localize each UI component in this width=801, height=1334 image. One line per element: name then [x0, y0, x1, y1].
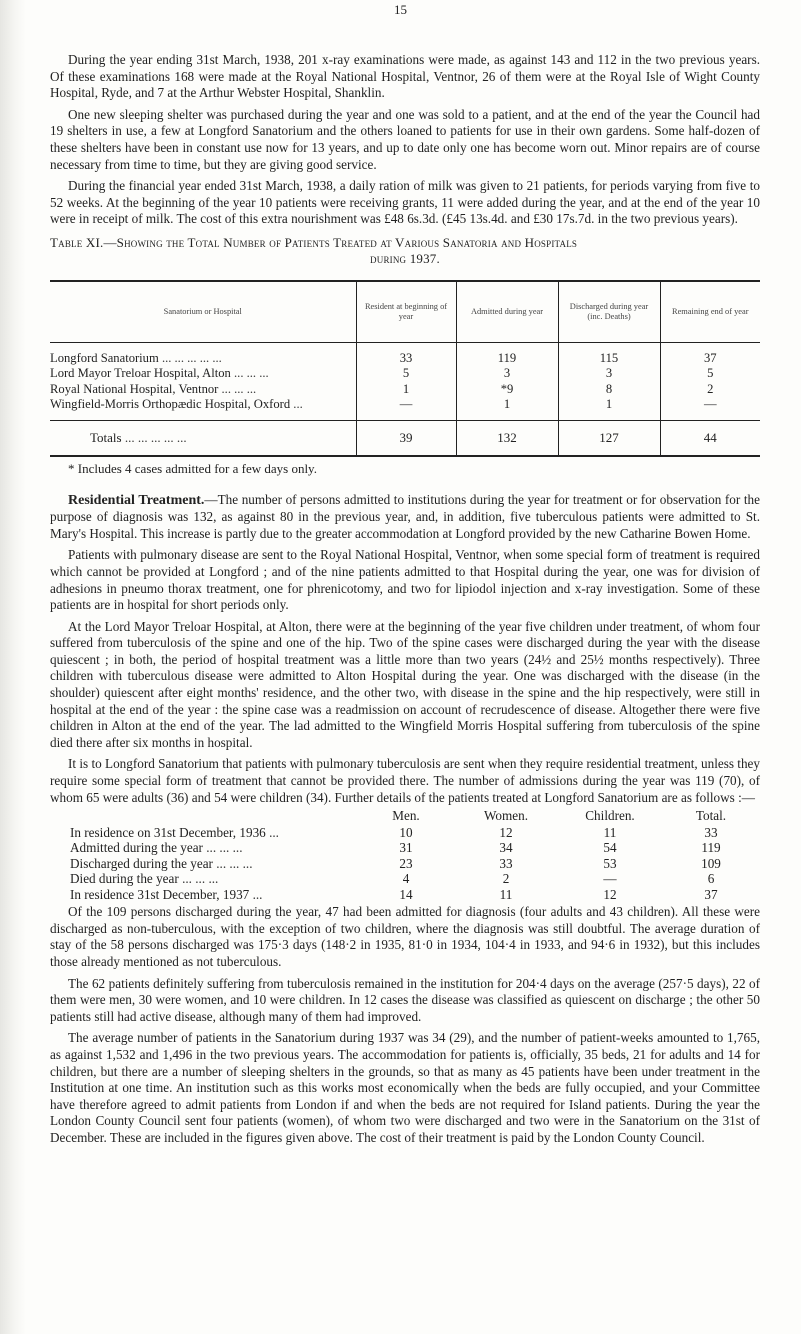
summary-women: 34	[499, 840, 513, 856]
summary-header-total: Total.	[695, 808, 727, 824]
paragraph-residential-2: Patients with pulmonary disease are sent to the Royal National Hospital, Ventnor, when some special form of treatment is required which cannot be provided at Longford ; and of the nine patients admitted to that Hospital during the year, one was for division of adhesions in pneumo thorax treatment, one for phrenicotomy, and two for lipiodol injection and x-ray investigation. Some of these patients are in hospital for short periods only.	[50, 547, 760, 613]
row-discharged: 115	[558, 342, 660, 366]
summary-men: 10	[399, 824, 413, 840]
summary-header-men: Men.	[392, 808, 420, 824]
summary-header-women: Women.	[484, 808, 528, 824]
row-admitted: 1	[456, 397, 558, 420]
paragraph-residential-1: Residential Treatment.—The number of persons admitted to institutions during the year for treatment or for observation for the purpose of diagnosis was 132, as against 80 in the previous year, and, in addition, five tuberculous patients were admitted to St. Mary's Hospital. This increase is partly due to the greater accommodation at Longford provided by the new Catharine Bowen Home.	[50, 491, 760, 541]
row-name: Longford Sanatorium ... ... ... ... ...	[50, 350, 222, 365]
table-row	[50, 382, 760, 398]
table-row	[50, 366, 760, 382]
summary-men: 4	[402, 871, 410, 887]
paragraph-milk: During the financial year ended 31st March, 1938, a daily ration of milk was given to 21 patients, for periods varying from five to 52 weeks. At the beginning of the year 10 patients were receiving grants, 11 were added during the year, and at the end of the year 10 were in receipt of milk. The cost of this extra nourishment was £48 6s.3d. (£45 13s.4d. and £30 17s.7d. in the two previous years).	[50, 178, 760, 227]
paragraph-xray: During the year ending 31st March, 1938, 201 x-ray examinations were made, as against 143 and 112 in the two previous years. Of these examinations 168 were made at the Royal National Hospital, Ventnor, 26 of them were at the Royal Isle of Wight County Hospital, Ryde, and 7 at the Arthur Webster Hospital, Shanklin.	[50, 52, 760, 101]
header-discharged: Discharged during year (inc. Deaths)	[558, 281, 660, 343]
summary-row	[50, 887, 760, 903]
row-name: Royal National Hospital, Ventnor ... ... ...	[50, 381, 257, 396]
summary-women: 33	[499, 855, 513, 871]
row-remaining: 2	[660, 382, 760, 398]
row-resident: 1	[356, 382, 456, 398]
row-discharged: 1	[558, 397, 660, 420]
summary-men: 23	[399, 855, 413, 871]
summary-row	[50, 825, 760, 841]
table-row	[50, 342, 760, 366]
paragraph-residential-4: It is to Longford Sanatorium that patients with pulmonary tuberculosis are sent when they require residential treatment, unless they require some special form of treatment that cannot be provided there. The number of admissions during the year was 119 (70), of whom 65 were adults (36) and 54 were children (34). Further details of the patients treated at Longford Sanatorium are as follows :—	[50, 756, 760, 805]
header-sanatorium: Sanatorium or Hospital	[50, 281, 356, 343]
totals-label: Totals ... ... ... ... ...	[50, 420, 356, 456]
summary-total: 6	[707, 871, 715, 887]
paragraph-shelters: One new sleeping shelter was purchased during the year and one was sold to a patient, and at the end of the year the Council had 19 shelters in use, a few at Longford Sanatorium and the others loaned to patients for use in their own gardens. Some half-dozen of these shelters have been in constant use now for 13 years, and up to date only one has become worn out. Minor repairs are of course necessary from time to time, but they are giving good service.	[50, 106, 760, 172]
totals-resident: 39	[356, 420, 456, 456]
section-heading: Residential Treatment.	[68, 492, 205, 508]
summary-label: Died during the year ... ... ...	[70, 871, 219, 887]
row-name: Wingfield-Morris Orthopædic Hospital, Oxford ...	[50, 397, 303, 412]
header-admitted: Admitted during year	[456, 281, 558, 343]
summary-label: In residence 31st December, 1937 ...	[70, 886, 263, 902]
totals-remaining: 44	[660, 420, 760, 456]
table-totals-row	[50, 420, 760, 456]
scan-edge-shadow	[0, 0, 26, 1334]
page-number: 15	[394, 2, 407, 17]
summary-total: 37	[704, 886, 718, 902]
row-resident: 5	[356, 366, 456, 382]
summary-label: In residence on 31st December, 1936 ...	[70, 824, 279, 840]
table-xi-header-row	[50, 281, 760, 343]
summary-label: Discharged during the year ... ... ...	[70, 855, 253, 871]
row-discharged: 3	[558, 366, 660, 382]
table-xi	[50, 280, 760, 457]
row-discharged: 8	[558, 382, 660, 398]
header-remaining: Remaining end of year	[660, 281, 760, 343]
summary-children: 12	[603, 886, 617, 902]
summary-children: 53	[603, 855, 617, 871]
paragraph-average-patients: The average number of patients in the Sanatorium during 1937 was 34 (29), and the number of patient-weeks amounted to 1,765, as against 1,532 and 1,496 in the two previous years. The accommodation for patients is, officially, 35 beds, 21 for adults and 14 for children, but there are a number of sleeping shelters in the grounds, so that as many as 45 patients have been under treatment in the Institution at one time. An institution such as this works most economically when the beds are fully occupied, and your Committee have therefore agreed to admit patients from London if and when the beds are not required for Island patients. During the year the London County Council sent four patients (women), of whom two were discharged and two were in the Sanatorium on the 31st of December. These are included in the figures given above. The cost of their treatment is paid by the London County Council.	[50, 1030, 760, 1145]
row-resident: 33	[356, 342, 456, 366]
row-admitted: 119	[456, 342, 558, 366]
row-name: Lord Mayor Treloar Hospital, Alton ... ... ...	[50, 366, 269, 381]
table-footnote: * Includes 4 cases admitted for a few days only.	[68, 460, 317, 476]
summary-total: 33	[704, 824, 718, 840]
totals-discharged: 127	[558, 420, 660, 456]
row-admitted: *9	[456, 382, 558, 398]
table-xi-title	[50, 235, 760, 267]
summary-total: 109	[701, 855, 721, 871]
row-admitted: 3	[456, 366, 558, 382]
summary-men: 14	[399, 886, 413, 902]
row-resident: —	[356, 397, 456, 420]
summary-total: 119	[701, 840, 721, 856]
table-xi-title-main: Table XI.—Showing the Total Number of Patients Treated at Various Sanatoria and Hospitals	[50, 234, 578, 250]
summary-men: 31	[399, 840, 413, 856]
summary-row	[50, 856, 760, 872]
paragraph-definite-tb: The 62 patients definitely suffering from tuberculosis remained in the institution for 204·4 days on the average (257·5 days), 22 of them were men, 30 were women, and 10 were children. In 12 cases the disease was classified as quiescent on discharge ; the other 50 patients still had active disease, although many of them had improved.	[50, 975, 760, 1024]
row-remaining: 5	[660, 366, 760, 382]
row-remaining: —	[660, 397, 760, 420]
summary-header-row	[50, 807, 760, 825]
summary-label: Admitted during the year ... ... ...	[70, 840, 243, 856]
summary-children: 11	[603, 824, 617, 840]
totals-admitted: 132	[456, 420, 558, 456]
header-resident: Resident at beginning of year	[356, 281, 456, 343]
summary-header-blank	[50, 807, 358, 825]
row-remaining: 37	[660, 342, 760, 366]
summary-children: 54	[603, 840, 617, 856]
longford-summary-table	[50, 807, 760, 902]
table-xi-subtitle: during 1937.	[370, 250, 440, 266]
summary-women: 12	[499, 824, 513, 840]
summary-row	[50, 840, 760, 856]
summary-women: 2	[502, 871, 510, 887]
table-row	[50, 397, 760, 420]
summary-row	[50, 871, 760, 887]
summary-header-children: Children.	[585, 808, 635, 824]
summary-children: —	[603, 871, 617, 887]
paragraph-residential-3: At the Lord Mayor Treloar Hospital, at Alton, there were at the beginning of the year five children under treatment, of whom four suffered from tuberculosis of the spine and one of the hip. Two of the spine cases were discharged during the year with the disease quiescent ; in both, the period of hospital treatment was a little more than two years (24½ and 25½ months respectively). Three children with tuberculous disease were admitted to Alton Hospital during the year. One was discharged with the disease (in the shoulder) quiescent after eight months' residence, and the other two, with disease in the spine and the hip respectively, were still in hospital at the end of the year : the spine case was a readmission on account of recrudescence of disease. Altogether there were five children in Alton at the end of the year. The lad admitted to the Wingfield Morris Hospital suffering from tuberculosis of the spine died there after six months in hospital.	[50, 618, 760, 750]
summary-women: 11	[499, 886, 513, 902]
page-content	[50, 52, 760, 1147]
paragraph-discharged: Of the 109 persons discharged during the year, 47 had been admitted for diagnosis (four adults and 43 children). All these were discharged as non-tuberculous, with the exception of two children, where the diagnosis was still doubtful. The average duration of stay of the 58 persons discharged was 175·3 days (148·2 in 1935, 81·0 in 1934, 104·4 in 1933, and 94·6 in 1932), but this includes those already mentioned as not tuberculous.	[50, 904, 760, 969]
